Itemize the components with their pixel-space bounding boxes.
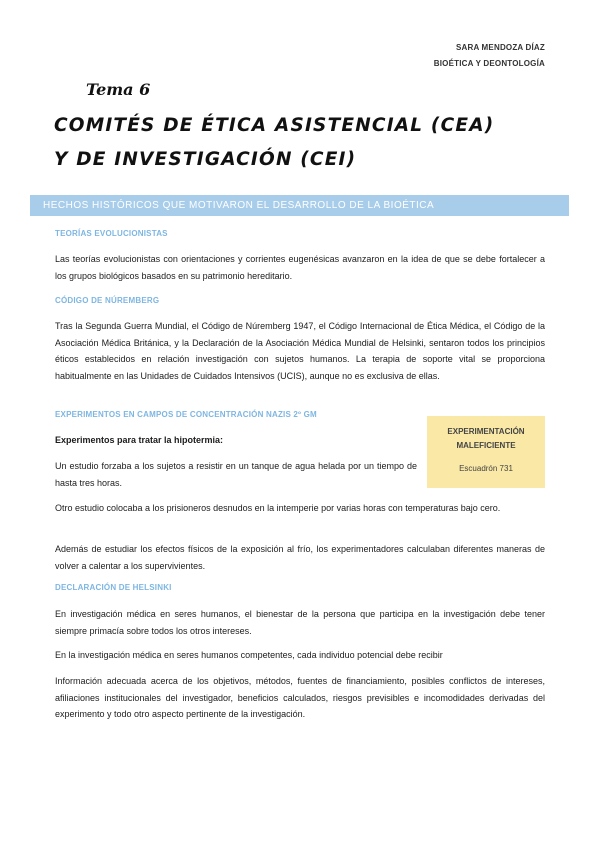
paragraph-intemperie: Otro estudio colocaba a los prisioneros desnudos en la intemperie por varias horas con temperaturas bajo cero. (55, 503, 501, 513)
paragraph-tanque-agua: Un estudio forzaba a los sujetos a resistir en un tanque de agua helada por un tiempo de hasta tres horas. (55, 461, 417, 488)
paragraph-informacion: Información adecuada acerca de los objetivos, métodos, fuentes de financiamiento, posibles conflictos de intereses, afiliaciones institucionales del investigador, beneficios calculados, riesgos previsibles e incomodidades derivadas del experimento y todo otro aspecto pertinente de la investigación. (55, 676, 545, 719)
paragraph-calentar: Además de estudiar los efectos físicos de la exposición al frío, los experimentadores calculaban diferentes maneras de volver a calentar a los supervivientes. (55, 544, 545, 571)
document-header (434, 40, 545, 72)
page-title-line-2: Y DE INVESTIGACIÓN (CEI) (54, 149, 357, 170)
callout-title-line-2: MALEFICIENTE (456, 441, 516, 450)
heading-teorias-evolucionistas: TEORÍAS EVOLUCIONISTAS (55, 229, 168, 238)
heading-experimentos-nazis: EXPERIMENTOS EN CAMPOS DE CONCENTRACIÓN NAZIS 2º GM (55, 410, 317, 419)
paragraph-bienestar: En investigación médica en seres humanos, el bienestar de la persona que participa en la investigación debe tener siempre primacía sobre todos los otros intereses. (55, 609, 545, 636)
subject-name: BIOÉTICA Y DEONTOLOGÍA (433, 59, 545, 68)
paragraph-nuremberg: Tras la Segunda Guerra Mundial, el Código de Núremberg 1947, el Código Internacional de Ética Médica, el Código de la Asociación Médica Británica, y la Declaración de la Asociación Médica Mundial de Helsinki, sentaron todos los principios éticos establecidos en relación investigación con sujetos humanos. La terapia de soporte vital se proporciona habitualmente en las Unidades de Cuidados Intensivos (UCIS), aunque no es exclusiva de ellas. (55, 321, 545, 381)
callout-title-line-1: EXPERIMENTACIÓN (447, 427, 525, 436)
callout-subtitle: Escuadrón 731 (459, 464, 513, 473)
heading-declaracion-helsinki: DECLARACIÓN DE HELSINKI (55, 583, 172, 592)
callout-box (427, 416, 545, 488)
paragraph-evolucionistas: Las teorías evolucionistas con orientaciones y corrientes eugenésicas avanzaron en la idea de que se debe fortalecer a los grupos biológicos basados en su patrimonio hereditario. (55, 254, 545, 281)
page-title-line-1: COMITÉS DE ÉTICA ASISTENCIAL (CEA) (54, 115, 495, 136)
section-band: HECHOS HISTÓRICOS QUE MOTIVARON EL DESARROLLO DE LA BIOÉTICA (30, 195, 569, 216)
heading-codigo-nuremberg: CÓDIGO DE NÚREMBERG (55, 296, 160, 305)
topic-number: Tema 6 (86, 80, 151, 99)
author-name: SARA MENDOZA DÍAZ (455, 43, 545, 52)
subheading-hipotermia: Experimentos para tratar la hipotermia: (55, 435, 224, 445)
paragraph-individuo: En la investigación médica en seres humanos competentes, cada individuo potencial debe recibir (55, 650, 443, 660)
